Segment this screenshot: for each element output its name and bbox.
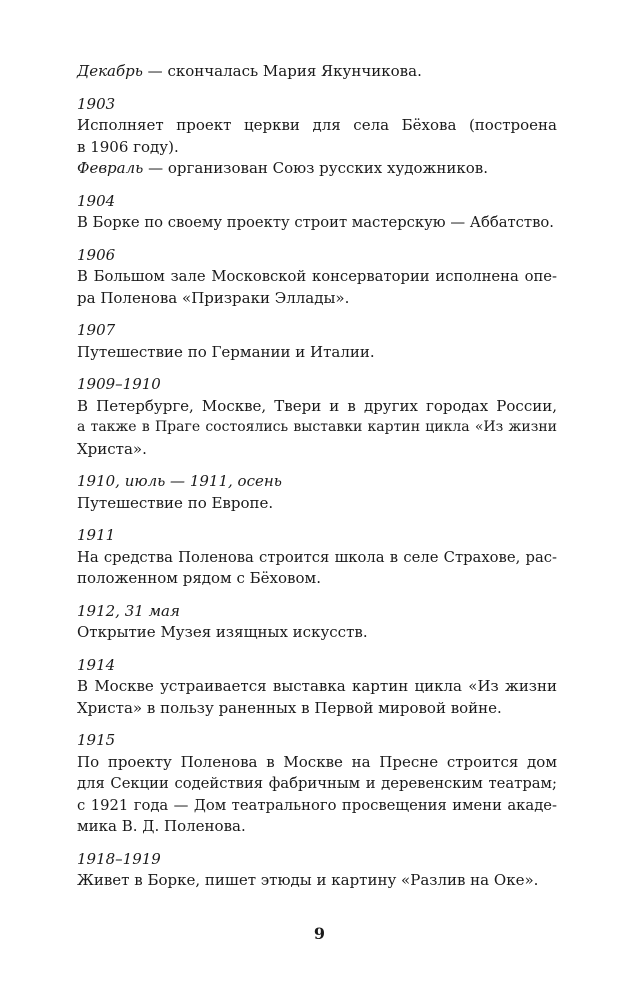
- entry-year: 1903: [77, 94, 116, 113]
- entry-year: 1907: [77, 321, 116, 339]
- entry-1909-1910: [77, 374, 557, 460]
- entry-text-line: в 1906 году).: [77, 137, 179, 156]
- entry-text-line: Христа».: [77, 439, 147, 458]
- intro-line: [77, 61, 557, 83]
- entry-text-line: Путешествие по Германии и Италии.: [77, 342, 375, 361]
- entry-text-line: В Петербурге, Москве, Твери и в других городах России,: [77, 396, 557, 415]
- entry-text-line: Живет в Борке, пишет этюды и картину «Разлив на Оке».: [77, 871, 539, 889]
- entry-text-line: По проекту Поленова в Москве на Пресне строится дом: [77, 752, 557, 771]
- intro-text: — скончалась Мария Якунчикова.: [142, 62, 422, 80]
- entry-1914: [77, 655, 557, 720]
- entry-year: 1904: [77, 191, 116, 210]
- entry-year: 1910, июль — 1911, осень: [77, 472, 282, 490]
- entry-text-line: На средства Поленова строится школа в селе Страхове, рас-: [77, 548, 557, 566]
- entry-text-line: В Борке по своему проекту строит мастерскую — Аббатство.: [77, 214, 554, 231]
- page-number: 9: [313, 924, 326, 943]
- entry-text-line: с 1921 года — Дом театрального просвещения имени акаде-: [77, 796, 557, 814]
- entry-1907: [77, 320, 557, 363]
- entry-1910-1911: [77, 471, 557, 514]
- entry-year: 1911: [77, 526, 116, 544]
- entry-1903: [77, 94, 557, 180]
- entry-text-line: Путешествие по Европе.: [77, 493, 274, 512]
- entry-1918-1919: [77, 849, 557, 892]
- entry-1912: [77, 601, 557, 644]
- entry-year: 1912, 31 мая: [77, 601, 180, 620]
- entry-text-line: мика В. Д. Поленова.: [77, 817, 246, 835]
- entry-1906: [77, 245, 557, 310]
- entry-text-line: Исполняет проект церкви для села Бёхова (построена: [77, 116, 557, 134]
- entry-text-line: Христа» в пользу раненных в Первой мировой войне.: [77, 698, 502, 717]
- entry-year: 1915: [77, 731, 116, 749]
- entry-1911: [77, 525, 557, 590]
- entry-text-line: Открытие Музея изящных искусств.: [77, 623, 368, 641]
- entry-year: 1909–1910: [77, 375, 161, 393]
- entry-text-line: для Секции содействия фабричным и деревенским театрам;: [77, 775, 557, 792]
- entry-text-line: положенном рядом с Бёховом.: [77, 569, 321, 587]
- chronology-page: [77, 61, 557, 892]
- entry-text-line: В Москве устраивается выставка картин цикла «Из жизни: [77, 677, 557, 695]
- entry-1915: [77, 730, 557, 838]
- month-label: Февраль: [77, 159, 144, 177]
- entry-text-line: ра Поленова «Призраки Эллады».: [77, 288, 350, 307]
- entry-year: 1918–1919: [77, 849, 161, 868]
- entry-note: [77, 158, 557, 180]
- entry-1904: [77, 191, 557, 234]
- month-label: Декабрь: [77, 62, 143, 80]
- entry-text-line: В Большом зале Московской консерватории исполнена опе-: [77, 268, 557, 285]
- note-text: — организован Союз русских художников.: [143, 159, 488, 177]
- entry-year: 1906: [77, 245, 116, 264]
- entry-text-line: а также в Праге состоялись выставки картин цикла «Из жизни: [77, 419, 557, 435]
- entry-year: 1914: [77, 655, 116, 674]
